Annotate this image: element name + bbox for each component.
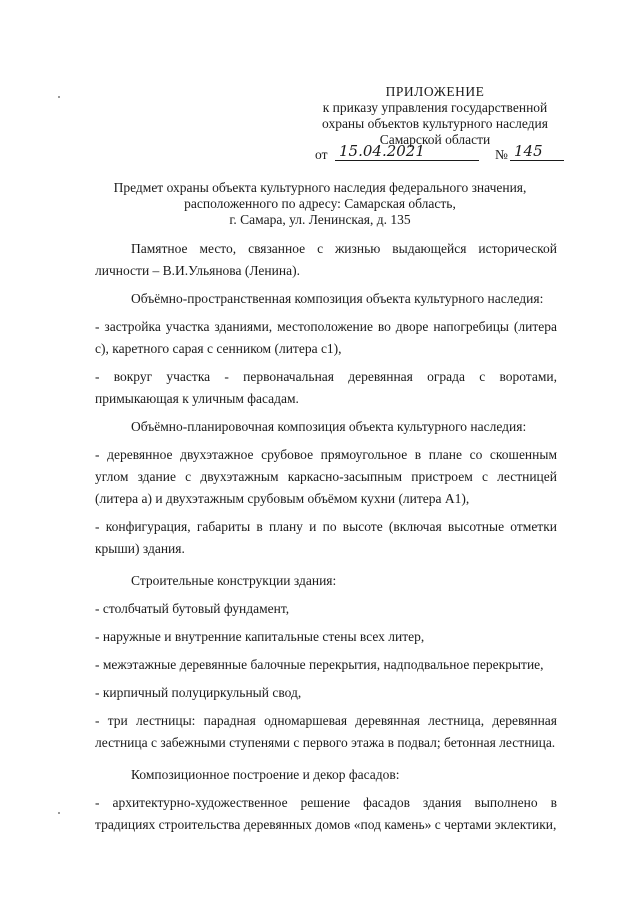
list-item: - конфигурация, габариты в плану и по высоте (включая высотные отметки крыши) здания. [95,519,557,556]
order-reference [315,142,555,162]
appendix-title: ПРИЛОЖЕНИЕ [385,84,485,99]
title-line: г. Самара, ул. Ленинская, д. 135 [229,212,411,227]
title-line: Предмет охраны объекта культурного наследия федерального значения, [113,180,527,195]
section-heading: Строительные конструкции здания: [131,573,337,588]
scan-mark [58,812,60,814]
title-line: расположенного по адресу: Самарская область, [184,196,456,211]
list-item: - застройка участка зданиями, местоположение во дворе напогребицы (литера с), каретного сарая с сенником (литера с1), [95,319,557,356]
order-date: 15.04.2021 [335,142,479,161]
section-heading: Композиционное построение и декор фасадов: [131,767,400,782]
date-prefix: от [315,147,328,162]
list-item: - межэтажные деревянные балочные перекрытия, надподвальное перекрытие, [95,657,544,672]
section-heading: Объёмно-пространственная композиция объекта культурного наследия: [131,291,544,306]
section-heading: Объёмно-планировочная композиция объекта культурного наследия: [131,419,527,434]
appendix-line: к приказу управления государственной [322,100,548,115]
list-item: - деревянное двухэтажное срубовое прямоугольное в плане со скошенным углом здание с двухэтажным каркасно-засыпным пристроем с лестницей (литера а) и двухэтажным срубовым объёмом кухни (литера А1), [95,447,557,506]
appendix-header [310,84,560,148]
list-item: - архитектурно-художественное решение фасадов здания выполнено в традициях строительства деревянных домов «под камень» с чертами эклектики, [95,795,557,832]
list-item: - три лестницы: парадная одномаршевая деревянная лестница, деревянная лестница с забежными ступенями с первого этажа в подвал; бетонная лестница. [95,713,557,750]
appendix-line: Самарской области [379,132,491,147]
list-item: - кирпичный полуциркульный свод, [95,685,302,700]
number-sign: № [495,147,508,162]
document-title [90,180,550,228]
paragraph: Памятное место, связанное с жизнью выдающейся исторической личности – В.И.Ульянова (Ленина). [95,241,557,278]
list-item: - наружные и внутренние капитальные стены всех литер, [95,629,425,644]
appendix-line: охраны объектов культурного наследия [322,116,548,131]
order-number: 145 [510,142,564,161]
scan-mark [58,96,60,98]
document-body [95,238,557,836]
list-item: - столбчатый бутовый фундамент, [95,601,290,616]
list-item: - вокруг участка - первоначальная деревянная ограда с воротами, примыкающая к уличным фасадам. [95,369,557,406]
